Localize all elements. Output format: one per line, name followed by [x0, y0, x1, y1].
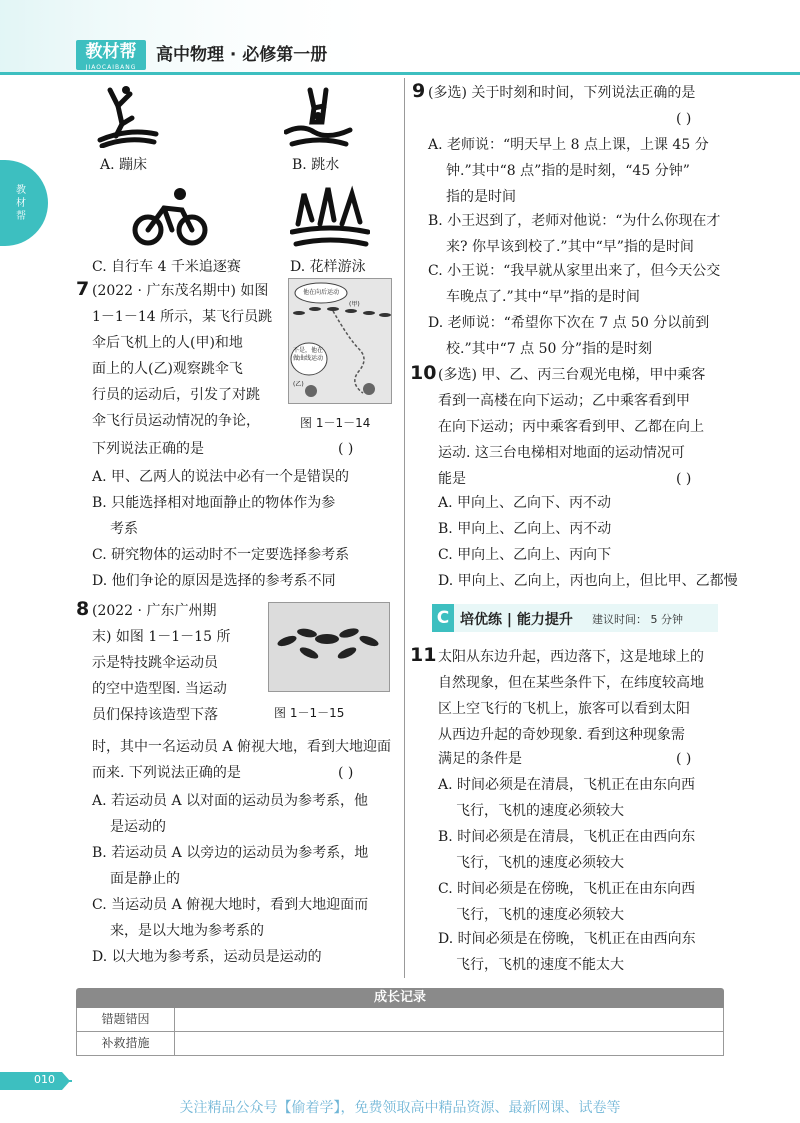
q7-figure-caption: 图 1－1－14	[300, 416, 371, 430]
q8-number: 8	[76, 598, 90, 620]
q10-stem-line: 能是	[438, 471, 466, 487]
q11-option: A. 时间必须是在清晨，飞机正在由东向西	[438, 777, 696, 793]
q10-stem-line: 在向下运动；丙中乘客看到甲、乙都在向上	[438, 419, 704, 435]
q8-stem-line: 的空中造型图. 当运动	[92, 681, 227, 697]
q7-figure-text-left: 不是，他在做曲线运动	[293, 347, 324, 362]
q8-stem-line: (2022 · 广东广州期	[92, 603, 217, 619]
q9-option: 车晚点了.”其中“早”指的是时间	[446, 289, 640, 305]
q7-figure-label-a: (甲)	[349, 301, 360, 308]
q9-answer-bracket: ( )	[676, 111, 692, 127]
q7-stem-line: (2022 · 广东茂名期中) 如图	[92, 283, 269, 299]
q8-stem-line: 示是特技跳伞运动员	[92, 655, 218, 671]
q11-option: B. 时间必须是在清晨，飞机正在由西向东	[438, 829, 696, 845]
q9-option: A. 老师说：“明天早上 8 点上课，上课 45 分	[428, 137, 709, 153]
q9-option: 指的是时间	[446, 189, 516, 205]
q9-option: 来? 你早该到校了.”其中“早”指的是时间	[446, 239, 694, 255]
q7-option: D. 他们争论的原因是选择的参考系不同	[92, 573, 336, 589]
q9-option: 校.”其中“7 点 50 分”指的是时刻	[446, 341, 652, 357]
q10-option: C. 甲向上、乙向上、丙向下	[438, 547, 612, 563]
section-c-title: 培优练 | 能力提升	[460, 612, 573, 628]
q7-option: A. 甲、乙两人的说法中必有一个是错误的	[92, 469, 350, 485]
column-divider	[404, 78, 405, 978]
q8-option: C. 当运动员 A 俯视大地时，看到大地迎面而	[92, 897, 369, 913]
pictogram-label: C. 自行车 4 千米追逐赛	[92, 259, 241, 275]
q11-stem-line: 太阳从东边升起，西边落下，这是地球上的	[438, 649, 704, 665]
q10-stem-line: 看到一高楼在向下运动；乙中乘客看到甲	[438, 393, 690, 409]
q11-stem-line: 自然现象，但在某些条件下，在纬度较高地	[438, 675, 704, 691]
q10-option: B. 甲向上、乙向上、丙不动	[438, 521, 612, 537]
q11-option: D. 时间必须是在傍晚，飞机正在由西向东	[438, 931, 696, 947]
growth-record-label: 补救措施	[77, 1032, 175, 1055]
q9-stem-line: (多选) 关于时刻和时间，下列说法正确的是	[428, 85, 696, 101]
q7-figure-label-b: (乙)	[293, 381, 304, 388]
q9-option: B. 小王迟到了，老师对他说：“为什么你现在才	[428, 213, 721, 229]
q9-number: 9	[412, 80, 426, 102]
q7-option: C. 研究物体的运动时不一定要选择参考系	[92, 547, 350, 563]
growth-record-row	[76, 1032, 724, 1056]
q7-stem-line: 下列说法正确的是	[92, 441, 204, 457]
q8-figure	[268, 602, 390, 692]
q10-number: 10	[410, 362, 437, 384]
page-number: 010	[34, 1073, 55, 1086]
q10-option: A. 甲向上、乙向下、丙不动	[438, 495, 612, 511]
section-c-badge: C	[432, 604, 454, 632]
synchronized-swimming-pictogram	[290, 180, 370, 250]
promo-footer-note: 关注精品公众号【偷着学】，免费领取高中精品资源、最新网课、试卷等	[179, 1100, 621, 1116]
q9-option: D. 老师说：“希望你下次在 7 点 50 分以前到	[428, 315, 710, 331]
q8-option: 面是静止的	[110, 871, 180, 887]
q7-option: B. 只能选择相对地面静止的物体作为参	[92, 495, 336, 511]
q8-option: B. 若运动员 A 以旁边的运动员为参考系，地	[92, 845, 369, 861]
q7-stem-line: 面上的人(乙)观察跳伞飞	[92, 361, 243, 377]
q8-stem-line: 员们保持该造型下落	[92, 707, 218, 723]
q7-stem-line: 1－1－14 所示，某飞行员跳	[92, 309, 273, 325]
cycling-pictogram	[132, 186, 208, 248]
q10-stem-line: (多选) 甲、乙、丙三台观光电梯，甲中乘客	[438, 367, 706, 383]
q11-option: 飞行，飞机的速度必须较大	[456, 855, 624, 871]
brand-subtitle: JIAOCAIBANG	[85, 64, 137, 71]
q9-option: 钟.”其中“8 点”指的是时刻，“45 分钟”	[446, 163, 690, 179]
pictogram-label: A. 蹦床	[100, 157, 148, 173]
q11-stem-line: 区上空飞行的飞机上，旅客可以看到太阳	[438, 701, 690, 717]
pictogram-label: D. 花样游泳	[290, 259, 366, 275]
q10-stem-line: 运动. 这三台电梯相对地面的运动情况可	[438, 445, 685, 461]
q8-option: 来，是以大地为参考系的	[110, 923, 264, 939]
q7-figure	[288, 278, 392, 404]
q11-stem-line: 从西边升起的奇妙现象. 看到这种现象需	[438, 727, 685, 743]
q8-option: 是运动的	[110, 819, 166, 835]
q8-stem-line: 而来. 下列说法正确的是	[92, 765, 241, 781]
q8-option: D. 以大地为参考系，运动员是运动的	[92, 949, 322, 965]
growth-record-header: 成长记录	[76, 988, 724, 1008]
side-tab-label: 教材帮	[16, 185, 26, 222]
q8-stem-line: 末) 如图 1－1－15 所	[92, 629, 231, 645]
growth-record-label: 错题错因	[77, 1008, 175, 1031]
q11-option: 飞行，飞机的速度必须较大	[456, 907, 624, 923]
brand-logo: 教材帮	[76, 40, 146, 70]
book-title: 高中物理 · 必修第一册	[156, 45, 328, 65]
q8-option: A. 若运动员 A 以对面的运动员为参考系，他	[92, 793, 369, 809]
q10-option: D. 甲向上、乙向上，丙也向上，但比甲、乙都慢	[438, 573, 738, 589]
q8-figure-caption: 图 1－1－15	[274, 706, 345, 720]
q10-answer-bracket: ( )	[676, 471, 692, 487]
q11-answer-bracket: ( )	[676, 751, 692, 767]
q7-option: 考系	[110, 521, 138, 537]
q8-stem-line: 时，其中一名运动员 A 俯视大地，看到大地迎面	[92, 739, 392, 755]
q7-number: 7	[76, 278, 90, 300]
section-c-suggested-time: 建议时间： 5 分钟	[592, 613, 683, 626]
diving-pictogram	[284, 84, 354, 150]
q9-option: C. 小王说：“我早就从家里出来了，但今天公交	[428, 263, 721, 279]
q11-option: 飞行，飞机的速度不能太大	[456, 957, 624, 973]
q11-option: C. 时间必须是在傍晚，飞机正在由东向西	[438, 881, 696, 897]
pictogram-label: B. 跳水	[292, 157, 340, 173]
q11-stem-line: 满足的条件是	[438, 751, 522, 767]
q11-number: 11	[410, 644, 437, 666]
q8-answer-bracket: ( )	[338, 765, 354, 781]
q11-option: 飞行，飞机的速度必须较大	[456, 803, 624, 819]
q7-stem-line: 伞飞行员运动情况的争论，	[92, 413, 260, 429]
trampoline-pictogram	[96, 84, 160, 148]
header-divider	[0, 72, 800, 75]
q7-answer-bracket: ( )	[338, 441, 354, 457]
q7-figure-text-top: 他在向后运动	[302, 289, 339, 296]
q7-stem-line: 伞后飞机上的人(甲)和地	[92, 335, 243, 351]
growth-record-row	[76, 1008, 724, 1032]
q7-stem-line: 行员的运动后，引发了对跳	[92, 387, 260, 403]
